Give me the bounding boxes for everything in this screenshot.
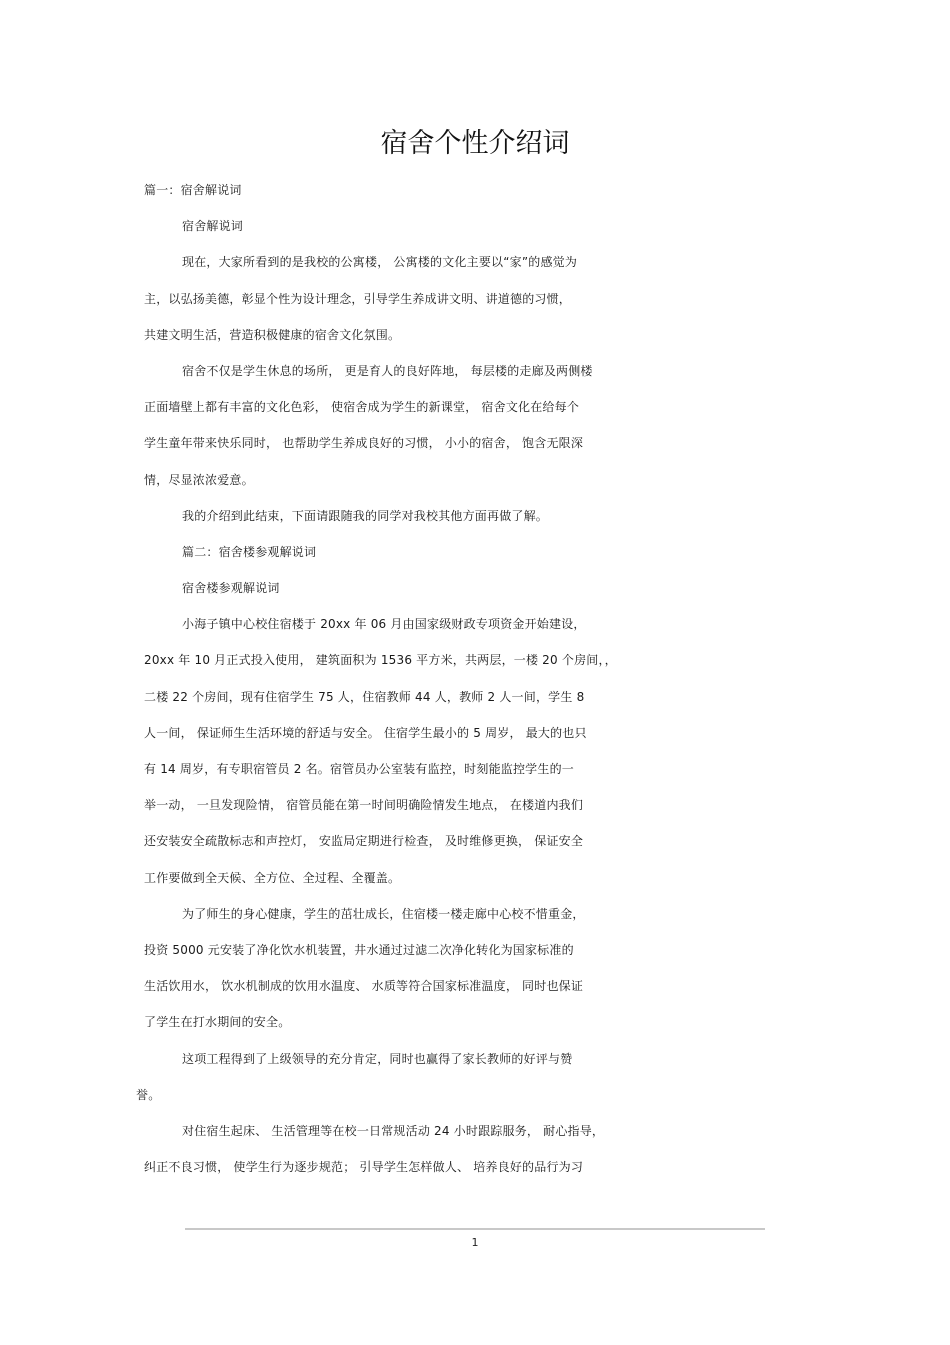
paragraph-line: 学生童年带来快乐同时， 也帮助学生养成良好的习惯， 小小的宿舍， 饱含无限深: [144, 436, 584, 451]
paragraph-line: 举一动， 一旦发现险情， 宿管员能在第一时间明确险情发生地点， 在楼道内我们: [144, 798, 584, 813]
page-number: 1: [471, 1236, 479, 1249]
paragraph-line: 为了师生的身心健康，学生的茁壮成长，住宿楼一楼走廊中心校不惜重金，: [182, 906, 585, 921]
paragraph-line: 对住宿生起床、 生活管理等在校一日常规活动 24 小时跟踪服务， 耐心指导，: [182, 1123, 605, 1138]
paragraph-line: 生活饮用水， 饮水机制成的饮用水温度、 水质等符合国家标准温度， 同时也保证: [144, 979, 584, 994]
paragraph-line: 小海子镇中心校住宿楼于 20xx 年 06 月由国家级财政专项资金开始建设，: [182, 617, 586, 632]
section-heading-1: 篇一：宿舍解说词: [144, 183, 242, 197]
paragraph-line: 我的介绍到此结束，下面请跟随我的同学对我校其他方面再做了解。: [182, 508, 549, 523]
document-body: [136, 172, 814, 1185]
paragraph-line: 情，尽显浓浓爱意。: [144, 472, 254, 487]
footer-divider: [185, 1228, 765, 1230]
paragraph-line: 共建文明生活，营造积极健康的宿舍文化氛围。: [144, 327, 401, 342]
paragraph-line: 工作要做到全天候、全方位、全过程、全覆盖。: [144, 870, 401, 885]
paragraph-line: 主，以弘扬美德，彰显个性为设计理念，引导学生养成讲文明、讲道德的习惯，: [144, 291, 572, 306]
subheading-1: 宿舍解说词: [182, 219, 244, 234]
subheading-2: 宿舍楼参观解说词: [182, 581, 280, 596]
paragraph-line: 这项工程得到了上级领导的充分肯定，同时也赢得了家长教师的好评与赞: [182, 1051, 573, 1066]
document-title: 宿舍个性介绍词: [380, 128, 570, 159]
section-heading-2: 篇二：宿舍楼参观解说词: [182, 544, 317, 559]
paragraph-line: 纠正不良习惯， 使学生行为逐步规范； 引导学生怎样做人、 培养良好的品行为习: [144, 1160, 584, 1175]
paragraph-line: 20xx 年 10 月正式投入使用， 建筑面积为 1536 平方米，共两层，一楼 20 个房间，，: [144, 653, 617, 668]
paragraph-line: 正面墙壁上都有丰富的文化色彩， 使宿舍成为学生的新课堂， 宿舍文化在给每个: [144, 400, 580, 415]
paragraph-line: 人一间， 保证师生生活环境的舒适与安全。 住宿学生最小的 5 周岁， 最大的也只: [144, 725, 587, 740]
paragraph-line: 还安装安全疏散标志和声控灯， 安监局定期进行检查， 及时维修更换， 保证安全: [144, 834, 584, 849]
paragraph-line: 现在，大家所看到的是我校的公寓楼， 公寓楼的文化主要以“家”的感觉为: [182, 255, 578, 270]
paragraph-line: 了学生在打水期间的安全。: [144, 1015, 291, 1030]
paragraph-line: 誉。: [136, 1087, 161, 1102]
paragraph-line: 有 14 周岁，有专职宿管员 2 名。宿管员办公室装有监控，时刻能监控学生的一: [144, 762, 574, 776]
paragraph-line: 投资 5000 元安装了净化饮水机装置，井水通过过滤二次净化转化为国家标准的: [144, 942, 574, 957]
paragraph-line: 宿舍不仅是学生休息的场所， 更是育人的良好阵地， 每层楼的走廊及两侧楼: [182, 363, 593, 378]
paragraph-line: 二楼 22 个房间，现有住宿学生 75 人，住宿教师 44 人，教师 2 人一间，学生 8: [144, 689, 585, 704]
